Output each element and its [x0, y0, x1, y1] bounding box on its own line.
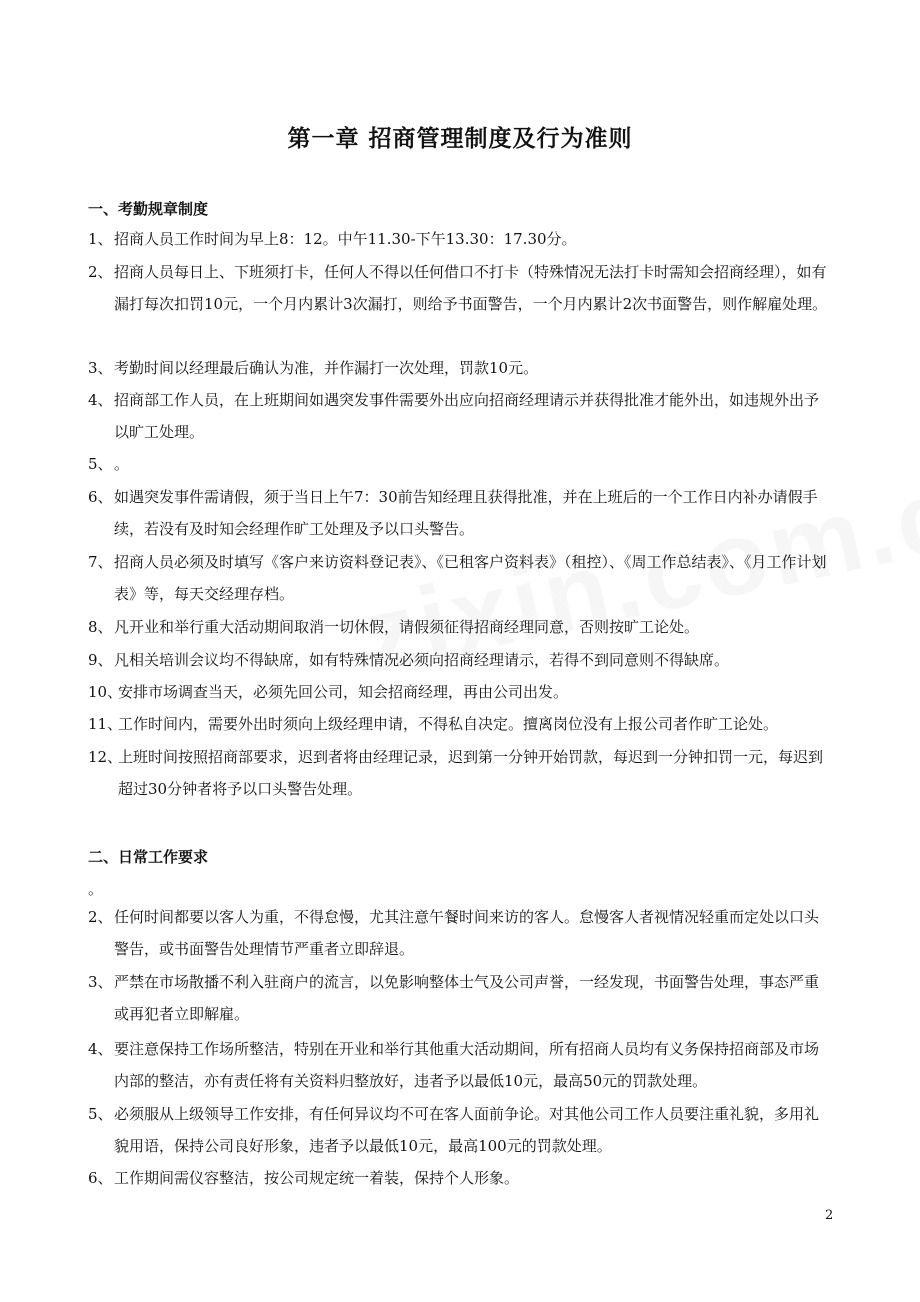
item-number: 1、	[88, 230, 113, 248]
item-text: 如遇突发事件需请假，须于当日上午7：30前告知经理且获得批准，并在上班后的一个工作日内补办请假手续，若没有及时知会经理作旷工处理及予以口头警告。	[114, 488, 818, 538]
list-item	[88, 708, 833, 740]
item-text: 上班时间按照招商部要求，迟到者将由经理记录，迟到第一分钟开始罚款，每迟到一分钟扣罚一元，每迟到超过30分钟者将予以口头警告处理。	[118, 748, 824, 798]
list-item	[88, 256, 833, 320]
item-text: 。	[114, 455, 130, 473]
list-item	[88, 611, 833, 643]
section-heading-attendance: 一、考勤规章制度	[88, 200, 209, 218]
chapter-title: 第一章 招商管理制度及行为准则	[287, 125, 633, 152]
list-item	[88, 384, 833, 448]
item-text: 要注意保持工作场所整洁，特别在开业和举行其他重大活动期间，所有招商人员均有义务保持招商部及市场内部的整洁，亦有责任将有关资料归整放好，违者予以最低10元，最高50元的罚款处理。	[114, 1040, 820, 1090]
item-number: 6、	[88, 488, 113, 506]
item-text: 招商人员工作时间为早上8：12。中午11.30-下午13.30：17.30分。	[114, 230, 577, 248]
list-item	[88, 741, 833, 805]
item-text: 招商部工作人员，在上班期间如遇突发事件需要外出应向招商经理请示并获得批准才能外出，如违规外出予以旷工处理。	[114, 391, 820, 441]
item-number: 7、	[88, 553, 113, 571]
item-number: 5、	[88, 1105, 113, 1123]
item-text: 必须服从上级领导工作安排，有任何异议均不可在客人面前争论。对其他公司工作人员要注重礼貌，多用礼貌用语，保持公司良好形象，违者予以最低10元，最高100元的罚款处理。	[114, 1105, 820, 1155]
item-text: 安排市场调查当天，必须先回公司，知会招商经理，再由公司出发。	[118, 683, 569, 701]
list-item	[88, 1033, 833, 1097]
item-text: 工作时间内，需要外出时须向上级经理申请，不得私自决定。擅离岗位没有上报公司者作旷工论处。	[118, 715, 779, 733]
item-number: 2、	[88, 263, 113, 281]
item-number: 8、	[88, 618, 113, 636]
item-text: 任何时间都要以客人为重，不得怠慢，尤其注意午餐时间来访的客人。怠慢客人者视情况轻重而定处以口头警告，或书面警告处理情节严重者立即辞退。	[114, 908, 820, 958]
list-item	[88, 676, 833, 708]
item-text: 招商人员必须及时填写《客户来访资料登记表》、《已租客户资料表》（租控）、《周工作总结表》、《月工作计划表》等，每天交经理存档。	[114, 553, 827, 603]
list-item	[88, 352, 833, 384]
item-text: 凡开业和举行重大活动期间取消一切休假，请假须征得招商经理同意，否则按旷工论处。	[114, 618, 700, 636]
list-item	[88, 1162, 833, 1194]
item-number: 12、	[88, 748, 123, 766]
list-item	[88, 448, 833, 480]
item-number: 3、	[88, 359, 113, 377]
item-number: 3、	[88, 973, 113, 991]
item-number: 6、	[88, 1169, 113, 1187]
list-item	[88, 1098, 833, 1162]
list-item	[88, 966, 833, 1030]
item-text: 严禁在市场散播不利入驻商户的流言，以免影响整体士气及公司声誉，一经发现，书面警告处理，事态严重或再犯者立即解雇。	[114, 973, 820, 1023]
item-text: 凡相关培训会议均不得缺席，如有特殊情况必须向招商经理请示，若得不到同意则不得缺席。	[114, 651, 730, 669]
section-heading-daily-work: 二、日常工作要求	[88, 848, 209, 866]
list-item	[88, 223, 833, 255]
item-text: 工作期间需仪容整洁，按公司规定统一着装，保持个人形象。	[114, 1169, 520, 1187]
list-item	[88, 546, 833, 610]
item-number: 2、	[88, 908, 113, 926]
item-number: 9、	[88, 651, 113, 669]
item-number: 11、	[88, 715, 123, 733]
list-item	[88, 644, 833, 676]
item-text: 考勤时间以经理最后确认为准，并作漏打一次处理，罚款10元。	[114, 359, 539, 377]
item-number: 4、	[88, 1040, 113, 1058]
item-number: 5、	[88, 455, 113, 473]
item-number: 10、	[88, 683, 123, 701]
item-text: 招商人员每日上、下班须打卡，任何人不得以任何借口不打卡（特殊情况无法打卡时需知会招商经理），如有漏打每次扣罚10元，一个月内累计3次漏打，则给予书面警告，一个月内累计2次书面警告，则作解雇处理。	[114, 263, 828, 313]
item-number: 4、	[88, 391, 113, 409]
page-number: 2	[825, 1208, 834, 1223]
list-item	[88, 901, 833, 965]
section-lead-mark: 。	[88, 880, 104, 898]
list-item	[88, 481, 833, 545]
